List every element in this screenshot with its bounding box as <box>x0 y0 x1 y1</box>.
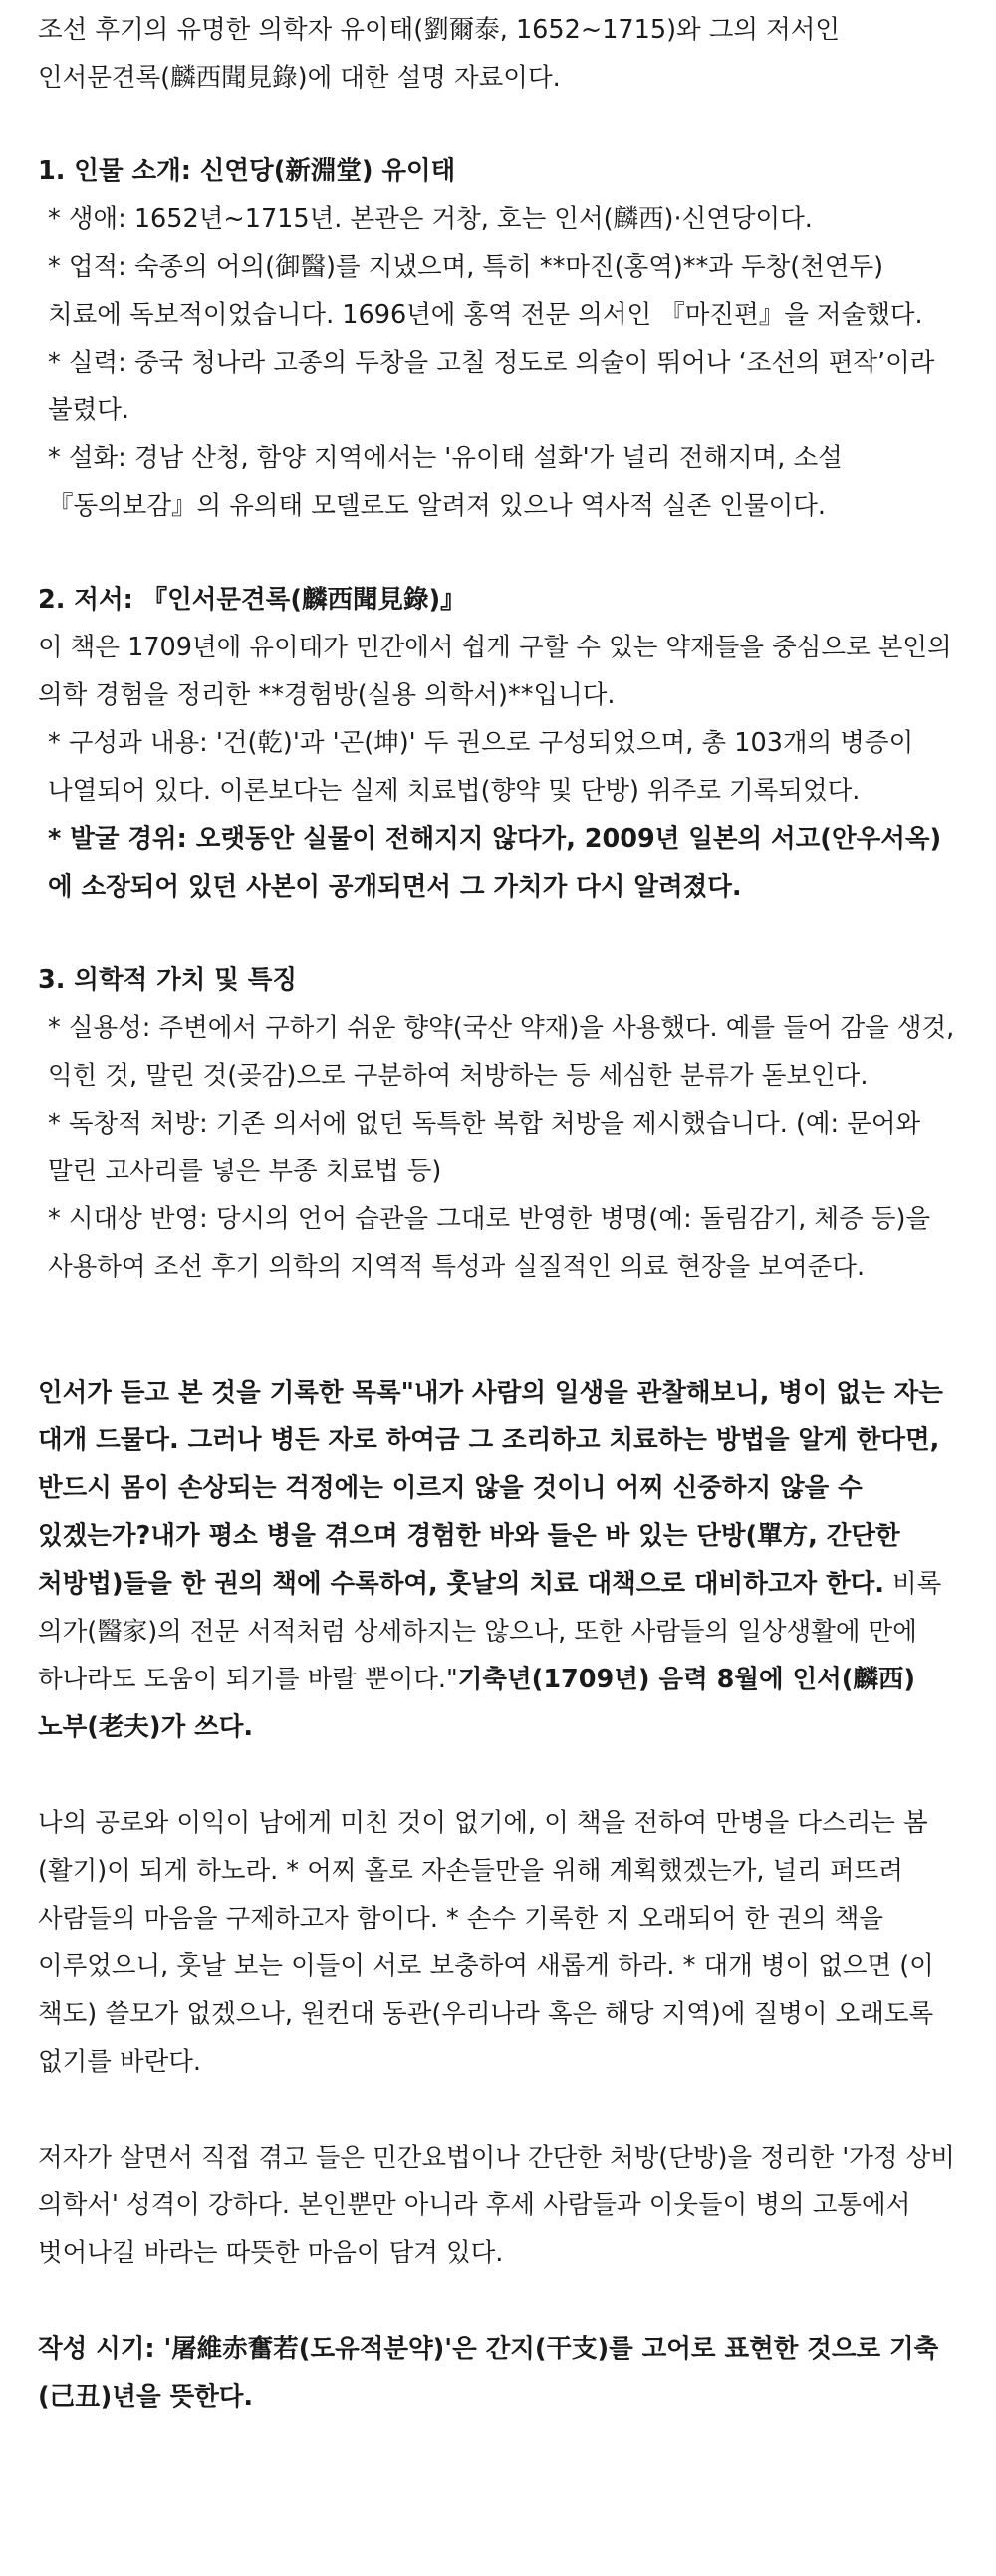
section2-item-discovery: * 발굴 경위: 오랫동안 실물이 전해지지 않다가, 2009년 일본의 서고(안우서옥)에 소장되어 있던 사본이 공개되면서 그 가치가 다시 알려졌다. <box>48 824 942 902</box>
section3-item-practicality: * 실용성: 주변에서 구하기 쉬운 향약(국산 약재)을 사용했다. 예를 들어 감을 생것, 익힌 것, 말린 것(곶감)으로 구분하여 처방하는 등 세심한 분류가 돋보인다. <box>48 1013 955 1091</box>
section2-item-composition: * 구성과 내용: '건(乾)'과 '곤(坤)' 두 권으로 구성되었으며, 총 103개의 병증이 나열되어 있다. 이론보다는 실제 치료법(향약 및 단방) 위주로 기록되었다. <box>48 728 914 806</box>
section3-heading: 3. 의학적 가치 및 특징 <box>38 965 298 995</box>
section2-heading: 2. 저서: 『인서문견록(麟西聞見錄)』 <box>38 585 466 615</box>
closing-paragraph: 나의 공로와 이익이 남에게 미친 것이 없기에, 이 책을 전하여 만병을 다스리는 봄(활기)이 되게 하노라. * 어찌 홀로 자손들만을 위해 계획했겠는가, 널리 퍼뜨려 사람들의 마음을 구제하고자 함이다. * 손수 기록한 지 오래되어 한 권의 책을 이루었으니, 훗날 보는 이들이 서로 보충하여 새롭게 하라. * 대개 병이 없으면 (이 책도) 쓸모가 없겠으나, 원컨대 동관(우리나라 혹은 해당 지역)에 질병이 오래도록 없기를 바란다. <box>38 1808 934 2077</box>
summary-paragraph: 저자가 살면서 직접 겪고 들은 민간요법이나 간단한 처방(단방)을 정리한 '가정 상비 의학서' 성격이 강하다. 본인뿐만 아니라 후세 사람들과 이웃들이 병의 고통에서 벗어나길 바라는 따뜻한 마음이 담겨 있다. <box>38 2143 955 2268</box>
section1-item-achievements: * 업적: 숙종의 어의(御醫)를 지냈으며, 특히 **마진(홍역)**과 두창(천연두) 치료에 독보적이었습니다. 1696년에 홍역 전문 의서인 『마진편』을 저술했다. <box>48 252 923 330</box>
preface-paragraph <box>38 1369 958 1751</box>
section1-heading: 1. 인물 소개: 신연당(新淵堂) 유이태 <box>38 156 456 186</box>
section3-item-era: * 시대상 반영: 당시의 언어 습관을 그대로 반영한 병명(예: 돌림감기, 체증 등)을 사용하여 조선 후기 의학의 지역적 특성과 실질적인 의료 현장을 보여준다. <box>48 1204 931 1282</box>
section3-item-originality: * 독창적 처방: 기존 의서에 없던 독특한 복합 처방을 제시했습니다. (예: 문어와 말린 고사리를 넣은 부종 치료법 등) <box>48 1109 921 1186</box>
intro-paragraph: 조선 후기의 유명한 의학자 유이태(劉爾泰, 1652~1715)와 그의 저서인 인서문견록(麟西聞見錄)에 대한 설명 자료이다. <box>38 15 841 93</box>
preface-bold-text: 인서가 듣고 본 것을 기록한 목록"내가 사람의 일생을 관찰해보니, 병이 없는 자는 대개 드물다. 그러나 병든 자로 하여금 그 조리하고 치료하는 방법을 알게 한다면, 반드시 몸이 손상되는 걱정에는 이르지 않을 것이니 어찌 신중하지 않을 수 있겠는가?내가 평소 병을 겪으며 경험한 바와 들은 바 있는 단방(單方, 간단한 처방법)들을 한 권의 책에 수록하여, 훗날의 치료 대책으로 대비하고자 한다. <box>38 1378 943 1599</box>
section2-body: 이 책은 1709년에 유이태가 민간에서 쉽게 구할 수 있는 약재들을 중심으로 본인의 의학 경험을 정리한 **경험방(실용 의학서)**입니다. <box>38 633 952 710</box>
section1-item-skill: * 실력: 중국 청나라 고종의 두창을 고칠 정도로 의술이 뛰어나 ‘조선의 편작’이라 불렸다. <box>48 348 935 425</box>
section1-item-lifespan: * 생애: 1652년~1715년. 본관은 거창, 호는 인서(麟西)·신연당이다. <box>48 204 813 234</box>
section1-item-legend: * 설화: 경남 산청, 함양 지역에서는 '유이태 설화'가 널리 전해지며, 소설 『동의보감』의 유의태 모델로도 알려져 있으나 역사적 실존 인물이다. <box>48 443 843 521</box>
preface-signature: 기축년(1709년) 음력 8월에 인서(麟西) 노부(老夫)가 쓰다. <box>38 1665 916 1742</box>
writing-date-paragraph: 작성 시기: '屠維赤奮若(도유적분약)'은 간지(干支)를 고어로 표현한 것으로 기축(己丑)년을 뜻한다. <box>38 2334 939 2412</box>
preface-normal-text: 비록 의가(醫家)의 전문 서적처럼 상세하지는 않으나, 또한 사람들의 일상생활에 만에 하나라도 도움이 되기를 바랄 뿐이다." <box>38 1569 942 1694</box>
